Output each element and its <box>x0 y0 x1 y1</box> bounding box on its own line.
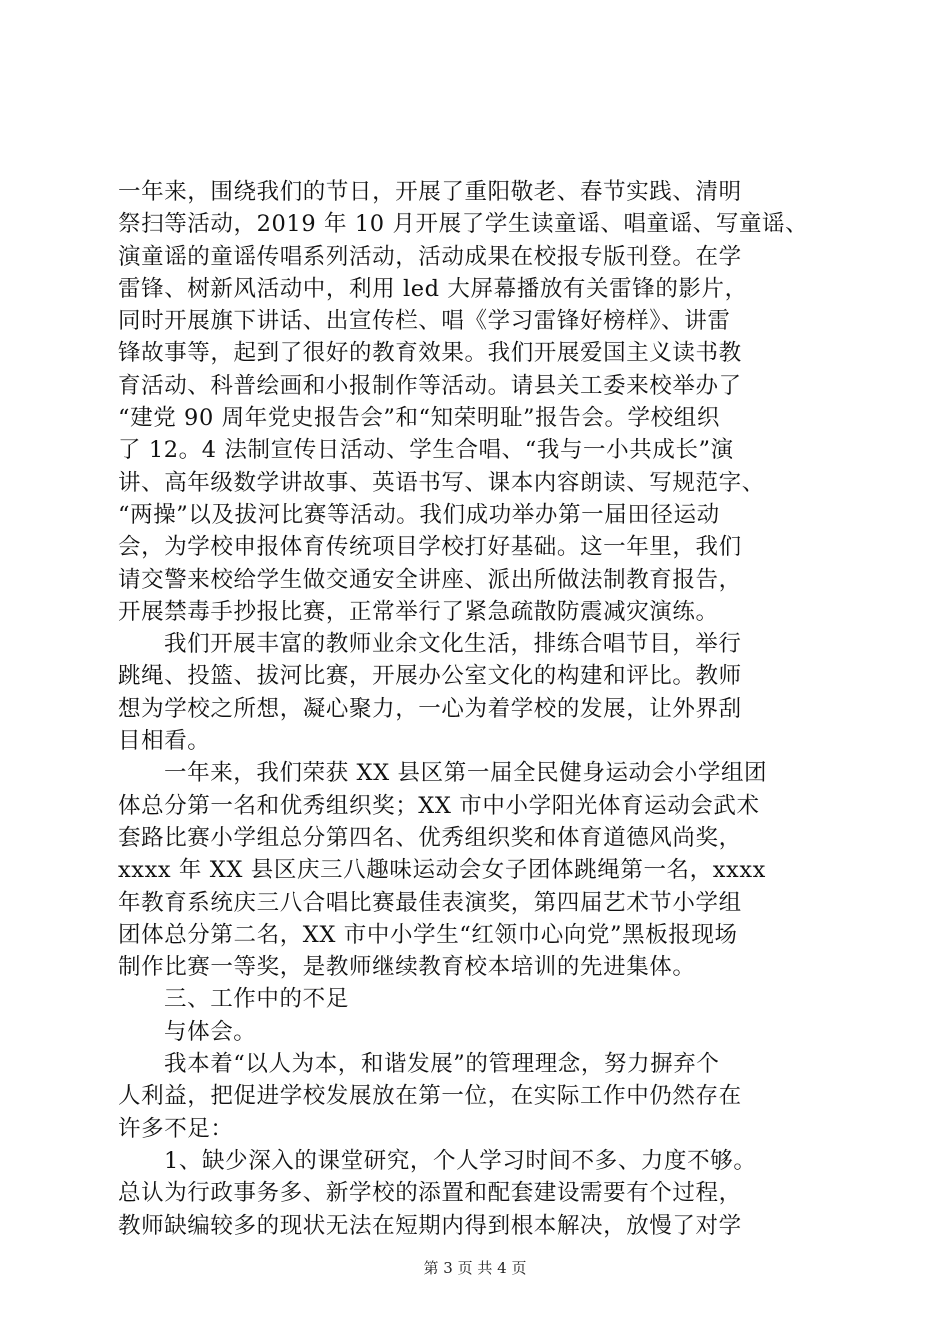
text-line: 同时开展旗下讲话、出宣传栏、唱《学习雷锋好榜样》、讲雷 <box>118 308 731 335</box>
text-line: 我们开展丰富的教师业余文化生活，排练合唱节目，举行 <box>164 631 742 658</box>
text-line: 教师缺编较多的现状无法在短期内得到根本解决，放慢了对学 <box>118 1212 742 1239</box>
text-line: 一年来，围绕我们的节日，开展了重阳敬老、春节实践、清明 <box>118 179 742 205</box>
text-line: 会，为学校申报体育传统项目学校打好基础。这一年里，我们 <box>118 534 742 561</box>
text-line: 跳绳、投篮、拔河比赛，开展办公室文化的构建和评比。教师 <box>118 663 742 690</box>
page-footer: 第 3 页 共 4 页 <box>423 1259 527 1277</box>
text-line: 了 12。4 法制宣传日活动、学生合唱、“我与一小共成长”演 <box>118 437 734 464</box>
text-line: “建党 90 周年党史报告会”和“知荣明耻”报告会。学校组织 <box>118 405 720 432</box>
text-line: 一年来，我们荣获 XX 县区第一届全民健身运动会小学组团 <box>164 760 768 787</box>
text-line: 我本着“以人为本，和谐发展”的管理理念，努力摒弃个 <box>164 1051 720 1078</box>
text-line: 雷锋、树新风活动中，利用 led 大屏幕播放有关雷锋的影片， <box>118 275 748 302</box>
text-line: 人利益，把促进学校发展放在第一位，在实际工作中仍然存在 <box>118 1083 742 1110</box>
text-line: 许多不足： <box>118 1115 234 1142</box>
text-line: “两操”以及拔河比赛等活动。我们成功举办第一届田径运动 <box>118 501 720 528</box>
text-line: 想为学校之所想，凝心聚力，一心为着学校的发展，让外界刮 <box>118 695 742 722</box>
text-line: 1、缺少深入的课堂研究，个人学习时间不多、力度不够。 <box>164 1147 757 1174</box>
text-line: 演童谣的童谣传唱系列活动，活动成果在校报专版刊登。在学 <box>118 243 742 270</box>
text-line: 套路比赛小学组总分第四名、优秀组织奖和体育道德风尚奖， <box>118 824 742 851</box>
text-line: 祭扫等活动，2019 年 10 月开展了学生读童谣、唱童谣、写童谣、 <box>118 211 809 238</box>
body-text <box>118 176 838 1242</box>
text-line: 锋故事等，起到了很好的教育效果。我们开展爱国主义读书教 <box>118 340 742 367</box>
text-line: 开展禁毒手抄报比赛，正常举行了紧急疏散防震减灾演练。 <box>118 598 719 625</box>
text-line: 总认为行政事务多、新学校的添置和配套建设需要有个过程， <box>118 1180 742 1207</box>
text-line: 育活动、科普绘画和小报制作等活动。请县关工委来校举办了 <box>118 372 742 399</box>
text-line: 制作比赛一等奖，是教师继续教育校本培训的先进集体。 <box>118 954 696 981</box>
text-line: xxxx 年 XX 县区庆三八趣味运动会女子团体跳绳第一名，xxxx <box>118 857 766 884</box>
text-line: 体总分第一名和优秀组织奖；XX 市中小学阳光体育运动会武术 <box>118 792 760 819</box>
text-line: 目相看。 <box>118 728 211 755</box>
text-line: 与体会。 <box>164 1018 257 1045</box>
text-line: 三、工作中的不足 <box>164 986 349 1013</box>
text-line: 团体总分第二名，XX 市中小学生“红领巾心向党”黑板报现场 <box>118 921 738 948</box>
text-line: 年教育系统庆三八合唱比赛最佳表演奖，第四届艺术节小学组 <box>118 889 742 916</box>
text-line: 请交警来校给学生做交通安全讲座、派出所做法制教育报告， <box>118 566 742 593</box>
text-line: 讲、高年级数学讲故事、英语书写、课本内容朗读、写规范字、 <box>118 469 765 496</box>
